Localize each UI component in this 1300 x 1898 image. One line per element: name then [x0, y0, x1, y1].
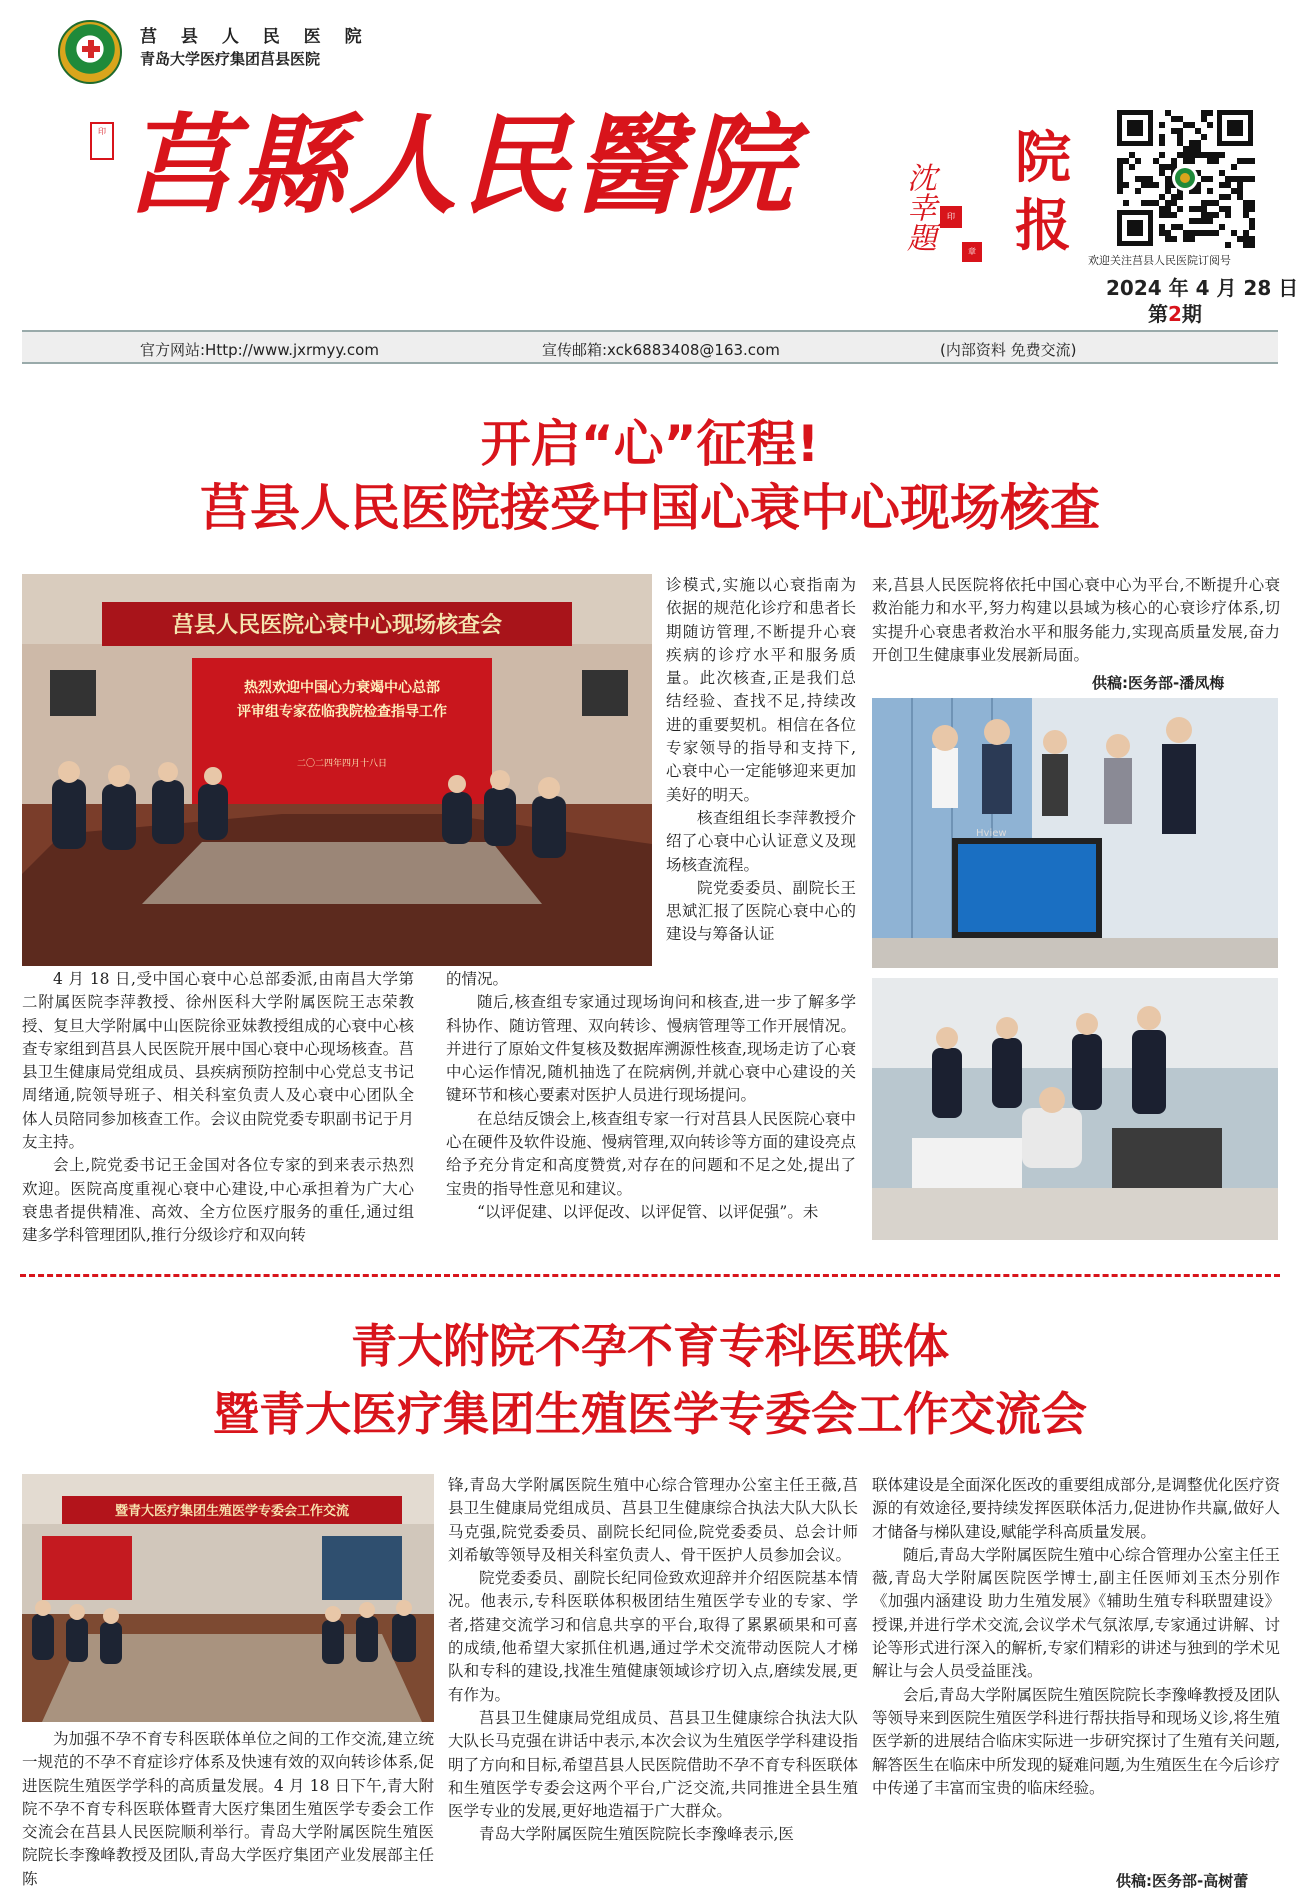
inspection-photo-desk: [872, 978, 1278, 1240]
paragraph: 在总结反馈会上,核查组专家一行对莒县人民医院心衰中心在硬件及软件设施、慢病管理,双向转诊等方面的建设亮点给予充分肯定和高度赞赏,对存在的问题和不足之处,提出了宝贵的指导性意见和建议。: [446, 1109, 856, 1198]
monitor-brand: Hview: [976, 828, 1007, 839]
qr-note: 欢迎关注莒县人民医院订阅号: [1088, 254, 1231, 267]
qr-code-icon[interactable]: [1115, 108, 1255, 248]
photo-banner-text: 暨青大医疗集团生殖医学专委会工作交流: [114, 1504, 350, 1519]
section-divider: [20, 1274, 1280, 1277]
article1-title-line1: 开启“心”征程!: [480, 415, 820, 473]
article1-title-line2: 莒县人民医院接受中国心衰中心现场核查: [200, 479, 1100, 537]
paragraph: 院党委委员、副院长纪同俭致欢迎辞并介绍医院基本情况。他表示,专科医联体积极团结生殖医学专业的专家、学者,搭建交流学习和信息共享的平台,取得了累累硕果和可喜的成绩,他希望大家抓住机遇,通过学术交流带动医院人才梯队和专科的建设,找准生殖健康领域诊疗切入点,磨续发展,更有作为。: [448, 1569, 858, 1704]
paragraph: 随后,核查组专家通过现场询问和核查,进一步了解多学科协作、随访管理、双向转诊、慢病管理等工作开展情况。并进行了原始文件复核及数据库溯源性核查,现场走访了心衰中心运作情况,随机抽选了在院病例,并就心衰中心建设的关键环节和核心要素对医护人员进行现场提问。: [446, 993, 856, 1105]
meeting-photo: [22, 574, 652, 966]
photo-banner-text: 莒县人民医院心衰中心现场核查会: [171, 613, 503, 638]
inspection-photo-computer: [872, 698, 1278, 968]
masthead-title: 莒縣人民醫院: [125, 103, 798, 229]
red-seal-icon: 印: [940, 206, 962, 228]
paragraph: 联体建设是全面深化医改的重要组成部分,是调整优化医疗资源的有效途径,要持续发挥医联体活力,促进协作共赢,做好人才储备与梯队建设,赋能学科高质量发展。: [872, 1476, 1280, 1541]
paragraph: 会上,院党委书记王金国对各位专家的到来表示热烈欢迎。医院高度重视心衰中心建设,中心承担着为广大心衰患者提供精准、高效、全方位医疗服务的重任,通过组建多学科管理团队,推行分级诊疗和双向转: [22, 1156, 414, 1245]
paragraph: 青岛大学附属医院生殖医院院长李豫峰表示,医: [479, 1825, 794, 1844]
red-cross-icon: [82, 40, 100, 58]
paragraph: 的情况。: [446, 970, 509, 988]
paragraph: 院党委委员、副院长王思斌汇报了医院心衰中心的建设与筹备认证: [666, 878, 856, 944]
paragraph: 4 月 18 日,受中国心衰中心总部委派,由南昌大学第二附属医院李萍教授、徐州医科大学附属医院王志荣教授、复旦大学附属中山医院徐亚妹教授组成的心衰中心核查专家组到莒县人民医院开展中国心衰中心现场核查。莒县卫生健康局党组成员、县疾病预防控制中心党总支书记周绪通,院领导班子、相关科室负责人及心衰中心团队全体人员陪同参加核查工作。会议由院党委专职副书记于月友主持。: [22, 970, 414, 1152]
issue-suffix: 期: [1181, 302, 1202, 326]
paragraph: 锋,青岛大学附属医院生殖中心综合管理办公室主任王薇,莒县卫生健康局党组成员、莒县卫生健康综合执法大队大队长马克强,院党委委员、副院长纪同俭,院党委委员、总会计师刘希敏等领导及相关科室负责人、骨干医护人员参加会议。: [448, 1476, 858, 1564]
paragraph: 会后,青岛大学附属医院生殖医院院长李豫峰教授及团队等领导来到医院生殖医学科进行帮扶指导和现场义诊,将生殖医学新的进展结合临床实际进一步研究探讨了生殖有关问题,解答医生在临床中所发现的疑难问题,为生殖医生在今后诊疗中传递了丰富而宝贵的临床经验。: [872, 1685, 1280, 1797]
issue-prefix: 第: [1148, 302, 1168, 326]
email-link[interactable]: 宣传邮箱:xck6883408@163.com: [542, 341, 780, 359]
hospital-subtitle: 青岛大学医疗集团莒县医院: [140, 50, 321, 68]
info-bar: [22, 330, 1278, 364]
paper-type: 院报: [1015, 125, 1071, 259]
paragraph: 莒县卫生健康局党组成员、莒县卫生健康综合执法大队大队长马克强在讲话中表示,本次会议为生殖医学学科建设指明了方向和目标,希望莒县人民医院借助不孕不育专科医联体和生殖医学专委会这两个平台,广泛交流,共同推进全县生殖医学专业的发展,更好地造福于广大群众。: [448, 1708, 858, 1821]
photo-screen-line3: 二〇二四年四月十八日: [296, 759, 388, 769]
article2-column3: [872, 1474, 1280, 1864]
photo-screen-line1: 热烈欢迎中国心力衰竭中心总部: [244, 680, 440, 696]
info-note: (内部资料 免费交流): [940, 341, 1077, 359]
paragraph: 诊模式,实施以心衰指南为依据的规范化诊疗和患者长期随访管理,不断提升心衰疾病的诊疗水平和服务质量。此次核查,正是我们总结经验、查找不足,持续改进的重要契机。相信在各位专家领导的指导和支持下,心衰中心一定能够迎来更加美好的明天。: [666, 576, 856, 804]
paragraph: 随后,青岛大学附属医院生殖中心综合管理办公室主任王薇,青岛大学附属医院医学博士,副主任医师刘玉杰分别作《加强内涵建设 助力生殖发展》《辅助生殖专科联盟建设》授课,并进行学术交流,会议学术气氛浓厚,专家通过讲解、讨论等形式进行深入的解析,专家们精彩的讲述与独到的学术见解让与会人员受益匪浅。: [872, 1545, 1280, 1681]
paragraph: 为加强不孕不育专科医联体单位之间的工作交流,建立统一规范的不孕不育症诊疗体系及快速有效的双向转诊体系,促进医院生殖医学学科的高质量发展。4 月 18 日下午,青大附院不孕不育专科医联体暨青大医疗集团生殖医学专委会工作交流会在莒县人民医院顺利举行。青岛大学附属医院生殖医院院长李豫峰教授及团队,青岛大学医疗集团产业发展部主任陈: [22, 1730, 434, 1888]
small-seal-icon: 印: [90, 122, 114, 160]
masthead-inscription: 沈幸題: [901, 162, 936, 252]
article2-credit: 供稿:医务部-高树蕾: [1116, 1872, 1249, 1890]
photo-screen-line2: 评审组专家莅临我院检查指导工作: [237, 704, 447, 720]
article2-title-line2: 暨青大医疗集团生殖医学专委会工作交流会: [213, 1387, 1087, 1441]
red-seal-icon: 章: [962, 242, 982, 262]
website-link[interactable]: 官方网站:Http://www.jxrmyy.com: [140, 341, 379, 359]
article1-column3: [872, 574, 1280, 670]
article2-title-line1: 青大附院不孕不育专科医联体: [351, 1319, 949, 1373]
article1-credit: 供稿:医务部-潘凤梅: [1092, 674, 1225, 692]
paragraph: “以评促建、以评促改、以评促管、以评促强”。未: [477, 1202, 819, 1221]
issue-number-value: 2: [1168, 302, 1182, 326]
hospital-logo: [58, 20, 122, 84]
article2-column2: [448, 1474, 858, 1894]
issue-date: 2024 年 4 月 28 日: [1106, 276, 1299, 300]
paragraph: 来,莒县人民医院将依托中国心衰中心为平台,不断提升心衰救治能力和水平,努力构建以县域为核心的心衰诊疗体系,切实提升心衰患者救治水平和服务能力,实现高质量发展,奋力开创卫生健康事业发展新局面。: [872, 576, 1280, 664]
article1-column2-lower: [446, 968, 856, 1268]
article1-column1: [22, 968, 414, 1268]
issue-number: [1148, 298, 1202, 327]
paragraph: 核查组组长李萍教授介绍了心衰中心认证意义及现场核查流程。: [666, 808, 856, 874]
article2-column1: [22, 1728, 434, 1892]
hospital-name: 莒 县 人 民 医 院: [140, 27, 371, 47]
article1-column2-upper: [666, 574, 856, 966]
exchange-meeting-photo: [22, 1474, 434, 1722]
